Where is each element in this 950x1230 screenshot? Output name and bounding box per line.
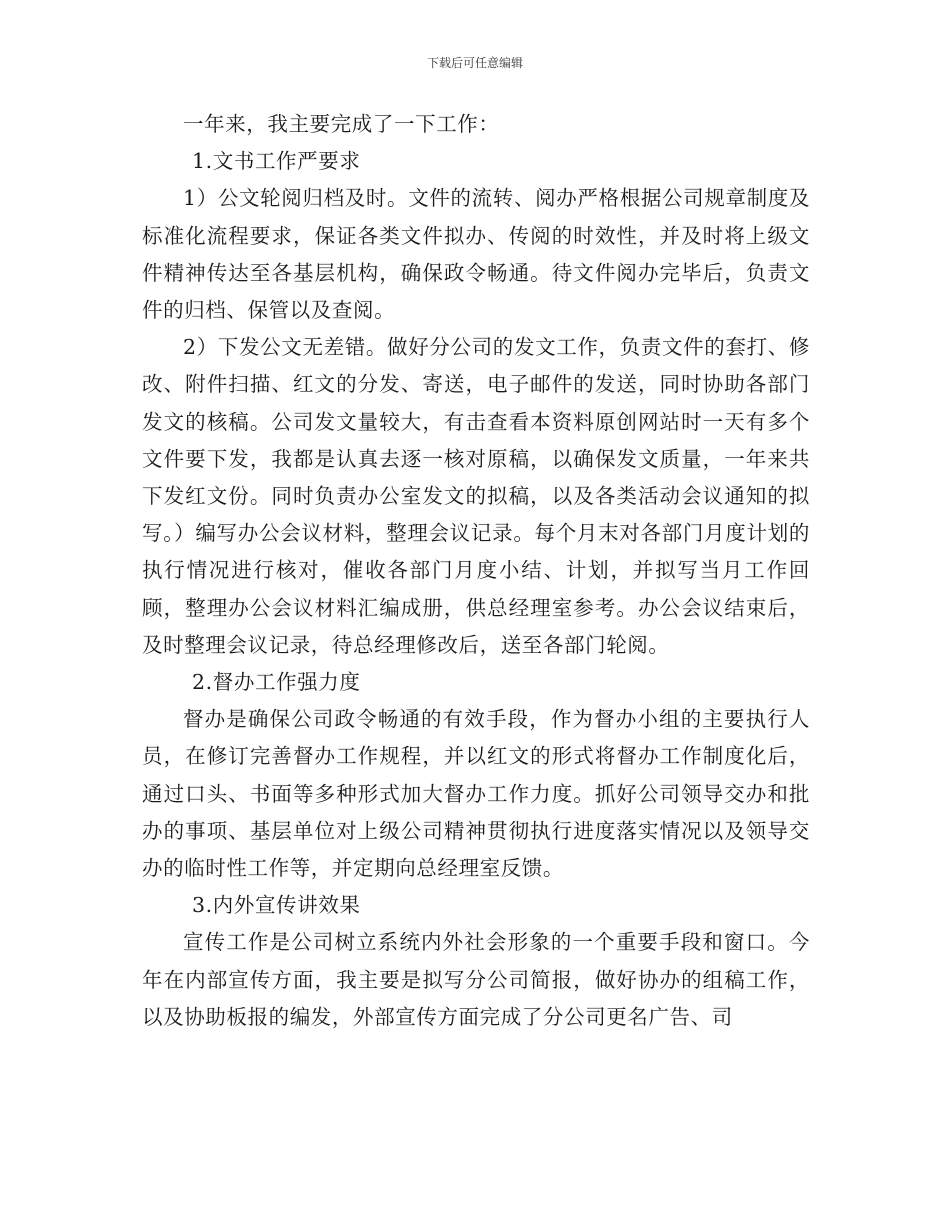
section-heading-1: 1.文书工作严要求 xyxy=(192,149,361,174)
section-heading-3: 3.内外宣传讲效果 xyxy=(192,893,361,918)
section-heading-2: 2.督办工作强力度 xyxy=(192,670,361,695)
section-3-paragraph-1: 宣传工作是公司树立系统内外社会形象的一个重要手段和窗口。今年在内部宣传方面，我主要是拟写分公司简报，做好协办的组稿工作，以及协助板报的编发，外部宣传方面完成了分公司更名广告、司 xyxy=(142,930,810,1029)
intro-paragraph: 一年来，我主要完成了一下工作： xyxy=(183,112,500,136)
document-body xyxy=(142,106,810,1036)
section-2-paragraph-1: 督办是确保公司政令畅通的有效手段，作为督办小组的主要执行人员，在修订完善督办工作规程，并以红文的形式将督办工作制度化后，通过口头、书面等多种形式加大督办工作力度。抓好公司领导交办和批办的事项、基层单位对上级公司精神贯彻执行进度落实情况以及领导交办的临时性工作等，并定期向总经理室反馈。 xyxy=(142,707,810,881)
section-1-paragraph-2: 2）下发公文无差错。做好分公司的发文工作，负责文件的套打、修改、附件扫描、红文的分发、寄送，电子邮件的发送，同时协助各部门发文的核稿。公司发文量较大，有击查看本资料原创网站时一天有多个文件要下发，我都是认真去逐一核对原稿，以确保发文质量，一年来共下发红文份。同时负责办公室发文的拟稿，以及各类活动会议通知的拟写。）编写办公会议材料，整理会议记录。每个月末对各部门月度计划的执行情况进行核对，催收各部门月度小结、计划，并拟写当月工作回顾，整理办公会议材料汇编成册，供总经理室参考。办公会议结束后，及时整理会议记录，待总经理修改后，送至各部门轮阅。 xyxy=(142,335,810,657)
page-header: 下载后可任意编辑 xyxy=(426,56,523,70)
section-1-paragraph-1: 1）公文轮阅归档及时。文件的流转、阅办严格根据公司规章制度及标准化流程要求，保证各类文件拟办、传阅的时效性，并及时将上级文件精神传达至各基层机构，确保政令畅通。待文件阅办完毕后，负责文件的归档、保管以及查阅。 xyxy=(142,186,810,323)
